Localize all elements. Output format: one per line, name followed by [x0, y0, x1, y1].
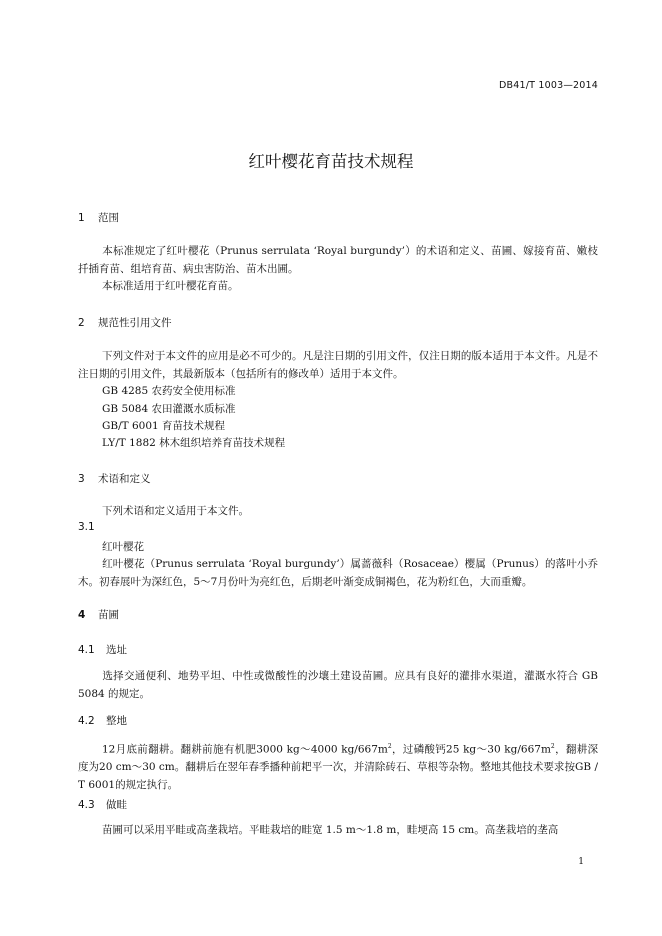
subsection-4-3-heading — [78, 797, 127, 812]
section-title: 苗圃 — [98, 609, 119, 621]
term-name: 红叶樱花 — [102, 541, 144, 553]
term-definition: 红叶樱花（Prunus serrulata ‘Royal burgundy’）属蔷薇科（Rosaceae）樱属（Prunus）的落叶小乔木。初春展叶为深红色，5～7月份叶为亮红色，后期老叶渐变成铜褐色，花为粉红色，大而重瓣。 — [78, 558, 598, 588]
subsection-number: 3.1 — [78, 521, 95, 533]
section-title: 范围 — [98, 212, 119, 224]
reference-item: GB 4285 农药安全使用标准 — [102, 385, 236, 397]
subsection-4-2-paragraph: 12月底前翻耕。翻耕前施有机肥3000 kg～4000 $kg/667m^2$，过磷酸钙25 kg～30 $kg/667m^2$，翻耕深度为20 cm～30 cm。翻耕后在翌年春季播种前耙平一次，并清除砖石、草根等杂物。整地其他技术要求按GB / T 6001的规定执行。 — [78, 743, 599, 791]
section-title: 规范性引用文件 — [98, 317, 172, 329]
subsection-number: 4.1 — [78, 644, 95, 656]
section-title: 术语和定义 — [98, 473, 151, 485]
section-number: 2 — [78, 317, 85, 329]
subsection-title: 选址 — [106, 644, 127, 656]
page-number: 1 — [578, 857, 584, 867]
section-number: 1 — [78, 212, 85, 224]
section-number: 4 — [78, 609, 86, 621]
subsection-number: 4.2 — [78, 715, 95, 727]
standard-code: DB41/T 1003—2014 — [499, 80, 598, 91]
subsection-title: 整地 — [106, 715, 127, 727]
section-2-heading — [78, 315, 172, 330]
subsection-4-3-paragraph: 苗圃可以采用平畦或高垄栽培。平畦栽培的畦宽 1.5 m～1.8 m，畦埂高 15 cm。高垄栽培的垄高 — [102, 824, 559, 836]
section-1-paragraph-1: 本标准规定了红叶樱花（Prunus serrulata ‘Royal burgundy’）的术语和定义、苗圃、嫁接育苗、嫩枝扦插育苗、组培育苗、病虫害防治、苗木出圃。 — [78, 245, 598, 275]
subsection-4-1-paragraph: 选择交通便利、地势平坦、中性或微酸性的沙壤土建设苗圃。应具有良好的灌排水渠道，灌溉水符合 GB 5084 的规定。 — [78, 670, 598, 700]
section-1-heading — [78, 210, 119, 225]
subsection-4-2-heading — [78, 713, 127, 728]
section-number: 3 — [78, 473, 85, 485]
section-1-paragraph-2: 本标准适用于红叶樱花育苗。 — [102, 280, 239, 292]
section-4-heading — [78, 607, 119, 622]
reference-item: GB 5084 农田灌溉水质标准 — [102, 403, 236, 415]
section-2-paragraph-1: 下列文件对于本文件的应用是必不可少的。凡是注日期的引用文件，仅注日期的版本适用于本文件。凡是不注日期的引用文件，其最新版本（包括所有的修改单）适用于本文件。 — [78, 350, 598, 380]
document-title: 红叶樱花育苗技术规程 — [248, 152, 414, 171]
subsection-title: 做畦 — [106, 799, 127, 811]
reference-item: LY/T 1882 林木组织培养育苗技术规程 — [102, 437, 286, 449]
reference-item: GB/T 6001 育苗技术规程 — [102, 420, 226, 432]
subsection-4-1-heading — [78, 642, 127, 657]
section-3-paragraph-1: 下列术语和定义适用于本文件。 — [102, 505, 249, 517]
subsection-number: 4.3 — [78, 799, 95, 811]
section-3-heading — [78, 471, 151, 486]
